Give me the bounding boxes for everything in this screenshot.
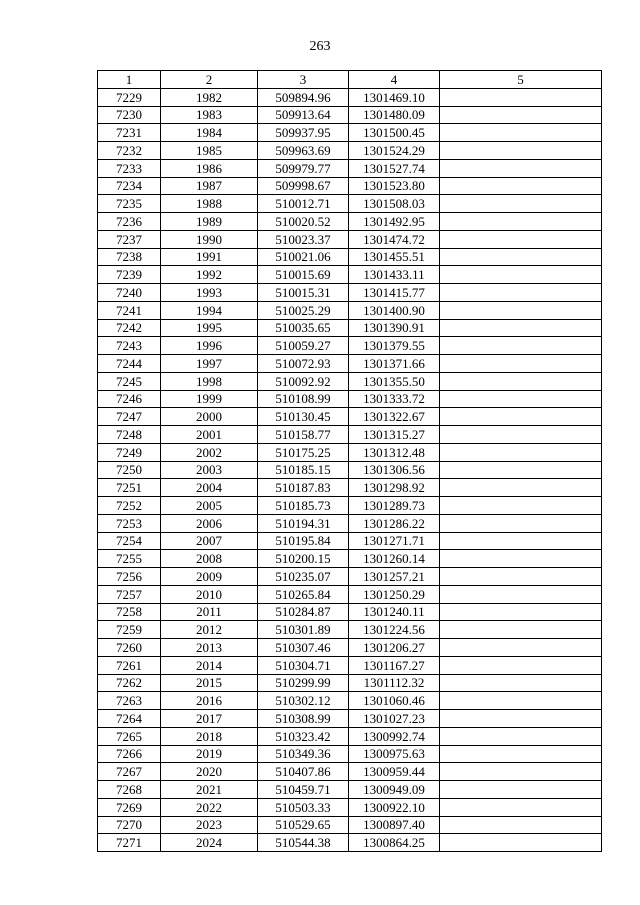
note-cell <box>440 603 602 621</box>
point-number-cell: 7230 <box>98 106 161 124</box>
table-row <box>98 568 602 586</box>
y-coordinate-cell: 1301289.73 <box>349 497 440 515</box>
point-number-cell: 7255 <box>98 550 161 568</box>
y-coordinate-cell: 1301524.29 <box>349 142 440 160</box>
index-cell: 1997 <box>161 355 258 373</box>
note-cell <box>440 568 602 586</box>
point-number-cell: 7270 <box>98 816 161 834</box>
table-row <box>98 159 602 177</box>
x-coordinate-cell: 510235.07 <box>258 568 349 586</box>
index-cell: 2006 <box>161 514 258 532</box>
point-number-cell: 7266 <box>98 745 161 763</box>
note-cell <box>440 532 602 550</box>
y-coordinate-cell: 1301312.48 <box>349 443 440 461</box>
y-coordinate-cell: 1300897.40 <box>349 816 440 834</box>
table-row <box>98 816 602 834</box>
y-coordinate-cell: 1300959.44 <box>349 763 440 781</box>
y-coordinate-cell: 1301322.67 <box>349 408 440 426</box>
point-number-cell: 7237 <box>98 230 161 248</box>
point-number-cell: 7258 <box>98 603 161 621</box>
point-number-cell: 7259 <box>98 621 161 639</box>
table-row <box>98 337 602 355</box>
x-coordinate-cell: 510302.12 <box>258 692 349 710</box>
table-row <box>98 656 602 674</box>
y-coordinate-cell: 1301240.11 <box>349 603 440 621</box>
point-number-cell: 7246 <box>98 390 161 408</box>
index-cell: 1995 <box>161 319 258 337</box>
note-cell <box>440 479 602 497</box>
point-number-cell: 7265 <box>98 727 161 745</box>
x-coordinate-cell: 509937.95 <box>258 124 349 142</box>
table-row <box>98 230 602 248</box>
header-cell-col-5: 5 <box>440 71 602 89</box>
note-cell <box>440 656 602 674</box>
index-cell: 2005 <box>161 497 258 515</box>
point-number-cell: 7267 <box>98 763 161 781</box>
x-coordinate-cell: 510529.65 <box>258 816 349 834</box>
note-cell <box>440 284 602 302</box>
y-coordinate-cell: 1301415.77 <box>349 284 440 302</box>
table-row <box>98 710 602 728</box>
point-number-cell: 7261 <box>98 656 161 674</box>
note-cell <box>440 319 602 337</box>
y-coordinate-cell: 1301333.72 <box>349 390 440 408</box>
index-cell: 1992 <box>161 266 258 284</box>
table-row <box>98 692 602 710</box>
x-coordinate-cell: 510015.69 <box>258 266 349 284</box>
point-number-cell: 7239 <box>98 266 161 284</box>
index-cell: 1998 <box>161 372 258 390</box>
table-row <box>98 461 602 479</box>
table-row <box>98 426 602 444</box>
table-header <box>98 71 602 89</box>
note-cell <box>440 195 602 213</box>
x-coordinate-cell: 510407.86 <box>258 763 349 781</box>
y-coordinate-cell: 1301260.14 <box>349 550 440 568</box>
y-coordinate-cell: 1300922.10 <box>349 798 440 816</box>
header-cell-col-2: 2 <box>161 71 258 89</box>
x-coordinate-cell: 510304.71 <box>258 656 349 674</box>
x-coordinate-cell: 510503.33 <box>258 798 349 816</box>
x-coordinate-cell: 510200.15 <box>258 550 349 568</box>
table-row <box>98 142 602 160</box>
y-coordinate-cell: 1301508.03 <box>349 195 440 213</box>
note-cell <box>440 550 602 568</box>
x-coordinate-cell: 509913.64 <box>258 106 349 124</box>
table-row <box>98 408 602 426</box>
index-cell: 2021 <box>161 781 258 799</box>
y-coordinate-cell: 1301455.51 <box>349 248 440 266</box>
x-coordinate-cell: 510195.84 <box>258 532 349 550</box>
note-cell <box>440 337 602 355</box>
note-cell <box>440 124 602 142</box>
index-cell: 1987 <box>161 177 258 195</box>
point-number-cell: 7231 <box>98 124 161 142</box>
index-cell: 2013 <box>161 639 258 657</box>
index-cell: 2020 <box>161 763 258 781</box>
table-row <box>98 355 602 373</box>
note-cell <box>440 355 602 373</box>
y-coordinate-cell: 1301224.56 <box>349 621 440 639</box>
x-coordinate-cell: 510020.52 <box>258 213 349 231</box>
note-cell <box>440 816 602 834</box>
point-number-cell: 7251 <box>98 479 161 497</box>
y-coordinate-cell: 1301206.27 <box>349 639 440 657</box>
y-coordinate-cell: 1301257.21 <box>349 568 440 586</box>
point-number-cell: 7253 <box>98 514 161 532</box>
note-cell <box>440 781 602 799</box>
note-cell <box>440 213 602 231</box>
table-row <box>98 834 602 852</box>
table-row <box>98 745 602 763</box>
table-row <box>98 106 602 124</box>
point-number-cell: 7232 <box>98 142 161 160</box>
point-number-cell: 7262 <box>98 674 161 692</box>
point-number-cell: 7244 <box>98 355 161 373</box>
y-coordinate-cell: 1301400.90 <box>349 301 440 319</box>
x-coordinate-cell: 509998.67 <box>258 177 349 195</box>
x-coordinate-cell: 509963.69 <box>258 142 349 160</box>
note-cell <box>440 443 602 461</box>
table-row <box>98 727 602 745</box>
index-cell: 1988 <box>161 195 258 213</box>
table-row <box>98 603 602 621</box>
point-number-cell: 7241 <box>98 301 161 319</box>
coordinates-table <box>97 70 602 852</box>
index-cell: 2001 <box>161 426 258 444</box>
x-coordinate-cell: 510175.25 <box>258 443 349 461</box>
point-number-cell: 7257 <box>98 585 161 603</box>
y-coordinate-cell: 1301027.23 <box>349 710 440 728</box>
page-number: 263 <box>309 39 331 54</box>
index-cell: 2015 <box>161 674 258 692</box>
index-cell: 2024 <box>161 834 258 852</box>
table-row <box>98 639 602 657</box>
y-coordinate-cell: 1301286.22 <box>349 514 440 532</box>
note-cell <box>440 497 602 515</box>
note-cell <box>440 692 602 710</box>
index-cell: 2017 <box>161 710 258 728</box>
table-row <box>98 248 602 266</box>
x-coordinate-cell: 510265.84 <box>258 585 349 603</box>
note-cell <box>440 301 602 319</box>
index-cell: 2003 <box>161 461 258 479</box>
note-cell <box>440 408 602 426</box>
point-number-cell: 7250 <box>98 461 161 479</box>
note-cell <box>440 745 602 763</box>
point-number-cell: 7242 <box>98 319 161 337</box>
y-coordinate-cell: 1301379.55 <box>349 337 440 355</box>
x-coordinate-cell: 509979.77 <box>258 159 349 177</box>
table-row <box>98 479 602 497</box>
table-row <box>98 443 602 461</box>
x-coordinate-cell: 510035.65 <box>258 319 349 337</box>
header-cell-col-4: 4 <box>349 71 440 89</box>
index-cell: 2008 <box>161 550 258 568</box>
y-coordinate-cell: 1301390.91 <box>349 319 440 337</box>
y-coordinate-cell: 1301250.29 <box>349 585 440 603</box>
index-cell: 2016 <box>161 692 258 710</box>
y-coordinate-cell: 1301112.32 <box>349 674 440 692</box>
point-number-cell: 7252 <box>98 497 161 515</box>
note-cell <box>440 248 602 266</box>
point-number-cell: 7247 <box>98 408 161 426</box>
y-coordinate-cell: 1301167.27 <box>349 656 440 674</box>
y-coordinate-cell: 1301492.95 <box>349 213 440 231</box>
point-number-cell: 7264 <box>98 710 161 728</box>
note-cell <box>440 639 602 657</box>
index-cell: 2022 <box>161 798 258 816</box>
index-cell: 1999 <box>161 390 258 408</box>
y-coordinate-cell: 1301271.71 <box>349 532 440 550</box>
x-coordinate-cell: 510323.42 <box>258 727 349 745</box>
y-coordinate-cell: 1301523.80 <box>349 177 440 195</box>
table-row <box>98 514 602 532</box>
index-cell: 2018 <box>161 727 258 745</box>
point-number-cell: 7229 <box>98 88 161 106</box>
x-coordinate-cell: 509894.96 <box>258 88 349 106</box>
point-number-cell: 7233 <box>98 159 161 177</box>
y-coordinate-cell: 1301355.50 <box>349 372 440 390</box>
table-row <box>98 798 602 816</box>
header-cell-col-3: 3 <box>258 71 349 89</box>
note-cell <box>440 266 602 284</box>
y-coordinate-cell: 1301469.10 <box>349 88 440 106</box>
x-coordinate-cell: 510544.38 <box>258 834 349 852</box>
y-coordinate-cell: 1301306.56 <box>349 461 440 479</box>
point-number-cell: 7256 <box>98 568 161 586</box>
index-cell: 2023 <box>161 816 258 834</box>
note-cell <box>440 426 602 444</box>
y-coordinate-cell: 1301500.45 <box>349 124 440 142</box>
x-coordinate-cell: 510187.83 <box>258 479 349 497</box>
y-coordinate-cell: 1300949.09 <box>349 781 440 799</box>
table-row <box>98 781 602 799</box>
index-cell: 1983 <box>161 106 258 124</box>
table-body <box>98 88 602 851</box>
point-number-cell: 7245 <box>98 372 161 390</box>
x-coordinate-cell: 510307.46 <box>258 639 349 657</box>
index-cell: 2004 <box>161 479 258 497</box>
table-row <box>98 177 602 195</box>
note-cell <box>440 585 602 603</box>
point-number-cell: 7236 <box>98 213 161 231</box>
x-coordinate-cell: 510284.87 <box>258 603 349 621</box>
y-coordinate-cell: 1301480.09 <box>349 106 440 124</box>
point-number-cell: 7249 <box>98 443 161 461</box>
x-coordinate-cell: 510349.36 <box>258 745 349 763</box>
index-cell: 1993 <box>161 284 258 302</box>
note-cell <box>440 710 602 728</box>
index-cell: 1994 <box>161 301 258 319</box>
note-cell <box>440 230 602 248</box>
note-cell <box>440 461 602 479</box>
index-cell: 2007 <box>161 532 258 550</box>
point-number-cell: 7248 <box>98 426 161 444</box>
y-coordinate-cell: 1301371.66 <box>349 355 440 373</box>
note-cell <box>440 372 602 390</box>
note-cell <box>440 390 602 408</box>
x-coordinate-cell: 510025.29 <box>258 301 349 319</box>
x-coordinate-cell: 510108.99 <box>258 390 349 408</box>
table-row <box>98 195 602 213</box>
point-number-cell: 7271 <box>98 834 161 852</box>
x-coordinate-cell: 510012.71 <box>258 195 349 213</box>
y-coordinate-cell: 1301527.74 <box>349 159 440 177</box>
y-coordinate-cell: 1301315.27 <box>349 426 440 444</box>
index-cell: 2019 <box>161 745 258 763</box>
x-coordinate-cell: 510299.99 <box>258 674 349 692</box>
x-coordinate-cell: 510072.93 <box>258 355 349 373</box>
x-coordinate-cell: 510059.27 <box>258 337 349 355</box>
table-row <box>98 550 602 568</box>
index-cell: 1990 <box>161 230 258 248</box>
note-cell <box>440 88 602 106</box>
x-coordinate-cell: 510459.71 <box>258 781 349 799</box>
note-cell <box>440 514 602 532</box>
y-coordinate-cell: 1301298.92 <box>349 479 440 497</box>
y-coordinate-cell: 1301433.11 <box>349 266 440 284</box>
table-row <box>98 390 602 408</box>
point-number-cell: 7269 <box>98 798 161 816</box>
point-number-cell: 7243 <box>98 337 161 355</box>
note-cell <box>440 674 602 692</box>
note-cell <box>440 106 602 124</box>
table-row <box>98 213 602 231</box>
index-cell: 1991 <box>161 248 258 266</box>
table-row <box>98 621 602 639</box>
note-cell <box>440 798 602 816</box>
header-cell-col-1: 1 <box>98 71 161 89</box>
table-row <box>98 497 602 515</box>
y-coordinate-cell: 1301060.46 <box>349 692 440 710</box>
index-cell: 2014 <box>161 656 258 674</box>
x-coordinate-cell: 510158.77 <box>258 426 349 444</box>
note-cell <box>440 621 602 639</box>
x-coordinate-cell: 510021.06 <box>258 248 349 266</box>
note-cell <box>440 159 602 177</box>
point-number-cell: 7234 <box>98 177 161 195</box>
x-coordinate-cell: 510015.31 <box>258 284 349 302</box>
index-cell: 1984 <box>161 124 258 142</box>
index-cell: 1985 <box>161 142 258 160</box>
x-coordinate-cell: 510194.31 <box>258 514 349 532</box>
point-number-cell: 7240 <box>98 284 161 302</box>
x-coordinate-cell: 510092.92 <box>258 372 349 390</box>
y-coordinate-cell: 1300864.25 <box>349 834 440 852</box>
index-cell: 2009 <box>161 568 258 586</box>
note-cell <box>440 177 602 195</box>
table-row <box>98 763 602 781</box>
index-cell: 1989 <box>161 213 258 231</box>
index-cell: 1982 <box>161 88 258 106</box>
x-coordinate-cell: 510185.15 <box>258 461 349 479</box>
index-cell: 1996 <box>161 337 258 355</box>
point-number-cell: 7238 <box>98 248 161 266</box>
index-cell: 1986 <box>161 159 258 177</box>
point-number-cell: 7263 <box>98 692 161 710</box>
x-coordinate-cell: 510308.99 <box>258 710 349 728</box>
table-row <box>98 585 602 603</box>
table-row <box>98 532 602 550</box>
note-cell <box>440 142 602 160</box>
table-row <box>98 88 602 106</box>
index-cell: 2010 <box>161 585 258 603</box>
index-cell: 2011 <box>161 603 258 621</box>
table-row <box>98 319 602 337</box>
y-coordinate-cell: 1300975.63 <box>349 745 440 763</box>
y-coordinate-cell: 1300992.74 <box>349 727 440 745</box>
y-coordinate-cell: 1301474.72 <box>349 230 440 248</box>
index-cell: 2002 <box>161 443 258 461</box>
note-cell <box>440 834 602 852</box>
table-row <box>98 372 602 390</box>
index-cell: 2012 <box>161 621 258 639</box>
x-coordinate-cell: 510185.73 <box>258 497 349 515</box>
note-cell <box>440 763 602 781</box>
table-row <box>98 301 602 319</box>
x-coordinate-cell: 510130.45 <box>258 408 349 426</box>
table-row <box>98 674 602 692</box>
point-number-cell: 7254 <box>98 532 161 550</box>
point-number-cell: 7268 <box>98 781 161 799</box>
index-cell: 2000 <box>161 408 258 426</box>
note-cell <box>440 727 602 745</box>
header-row <box>98 71 602 89</box>
table-row <box>98 124 602 142</box>
point-number-cell: 7235 <box>98 195 161 213</box>
point-number-cell: 7260 <box>98 639 161 657</box>
x-coordinate-cell: 510023.37 <box>258 230 349 248</box>
table-row <box>98 266 602 284</box>
table-row <box>98 284 602 302</box>
x-coordinate-cell: 510301.89 <box>258 621 349 639</box>
